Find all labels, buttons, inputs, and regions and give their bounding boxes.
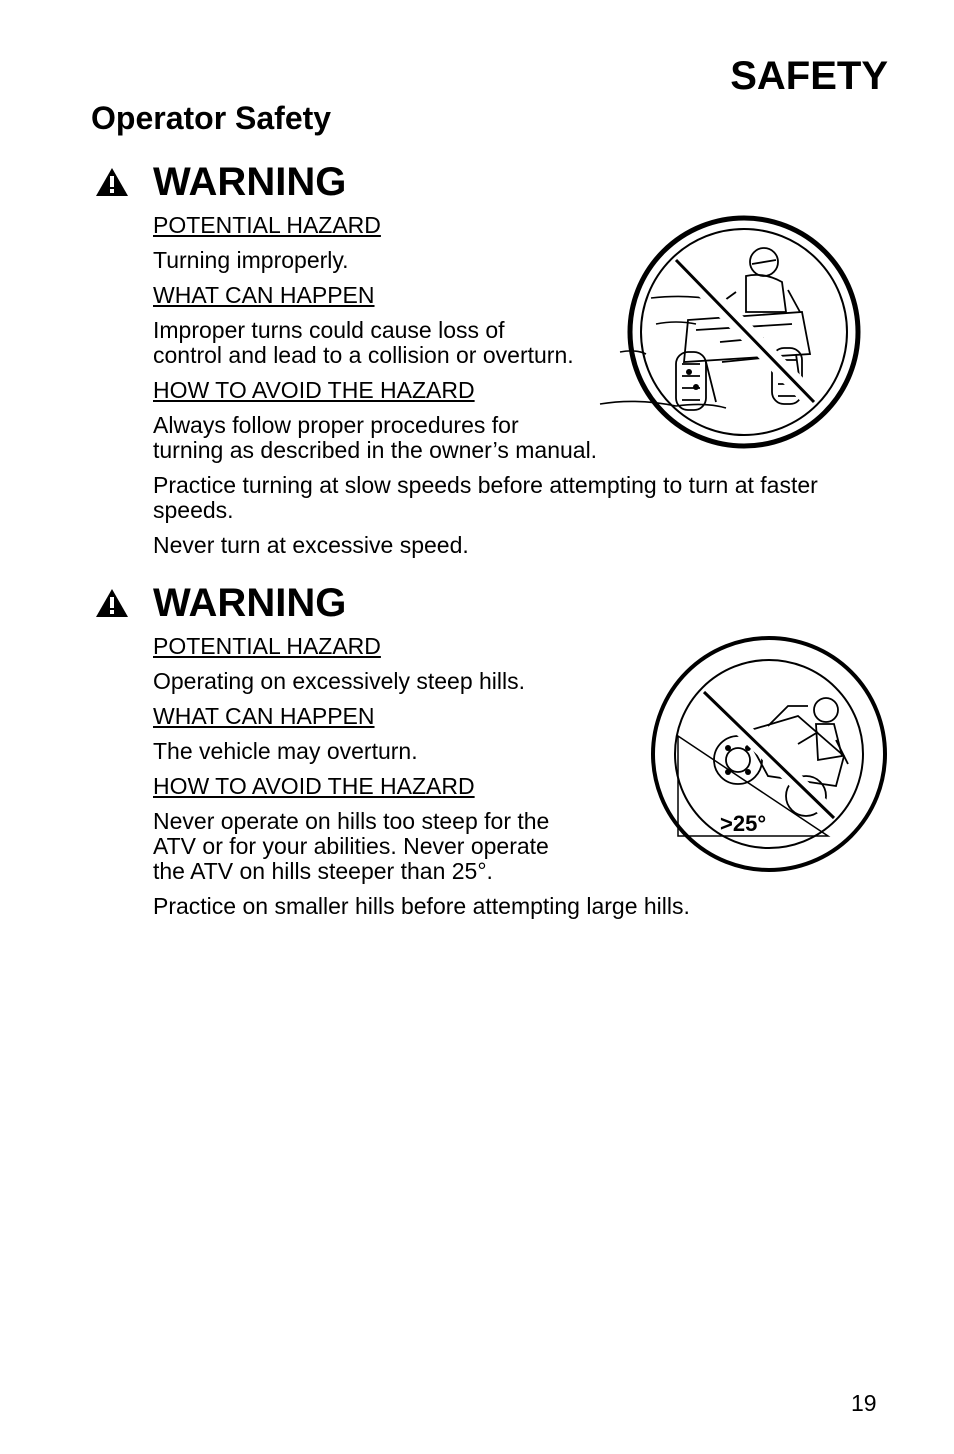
what-can-happen-text: Improper turns could cause loss of bbox=[153, 317, 505, 343]
practice-text: speeds. bbox=[153, 497, 234, 523]
section-title: Operator Safety bbox=[91, 100, 332, 136]
page-number: 19 bbox=[851, 1390, 877, 1416]
warning-label: WARNING bbox=[153, 581, 347, 625]
what-can-happen-text: control and lead to a collision or overturn. bbox=[153, 342, 574, 368]
what-can-happen-text: The vehicle may overturn. bbox=[153, 738, 418, 764]
potential-hazard-text: Turning improperly. bbox=[153, 247, 349, 273]
warning-triangle-icon bbox=[94, 166, 130, 198]
slope-angle-label: >25° bbox=[720, 811, 767, 836]
prohibited-steep-hill-illustration bbox=[648, 636, 890, 872]
prohibited-turning-illustration bbox=[596, 212, 866, 457]
how-to-avoid-label: HOW TO AVOID THE HAZARD bbox=[153, 773, 475, 799]
what-can-happen-label: WHAT CAN HAPPEN bbox=[153, 282, 375, 308]
how-to-avoid-label: HOW TO AVOID THE HAZARD bbox=[153, 377, 475, 403]
potential-hazard-text: Operating on excessively steep hills. bbox=[153, 668, 526, 694]
how-to-avoid-text: ATV or for your abilities. Never operate bbox=[153, 833, 549, 859]
warning-triangle-icon bbox=[94, 587, 130, 619]
page-title: SAFETY bbox=[730, 54, 888, 98]
how-to-avoid-text: Always follow proper procedures for bbox=[153, 412, 519, 438]
warning-label: WARNING bbox=[153, 160, 347, 204]
practice-text: Practice on smaller hills before attempting large hills. bbox=[153, 893, 690, 919]
how-to-avoid-text: Never operate on hills too steep for the bbox=[153, 808, 550, 834]
what-can-happen-label: WHAT CAN HAPPEN bbox=[153, 703, 375, 729]
potential-hazard-label: POTENTIAL HAZARD bbox=[153, 212, 381, 238]
warning-heading bbox=[91, 160, 911, 204]
how-to-avoid-text: turning as described in the owner’s manual. bbox=[153, 437, 598, 463]
how-to-avoid-text: the ATV on hills steeper than 25°. bbox=[153, 858, 493, 884]
practice-text: Practice turning at slow speeds before attempting to turn at faster bbox=[153, 472, 818, 498]
warning-heading bbox=[91, 581, 911, 625]
potential-hazard-label: POTENTIAL HAZARD bbox=[153, 633, 381, 659]
never-text: Never turn at excessive speed. bbox=[153, 532, 469, 558]
